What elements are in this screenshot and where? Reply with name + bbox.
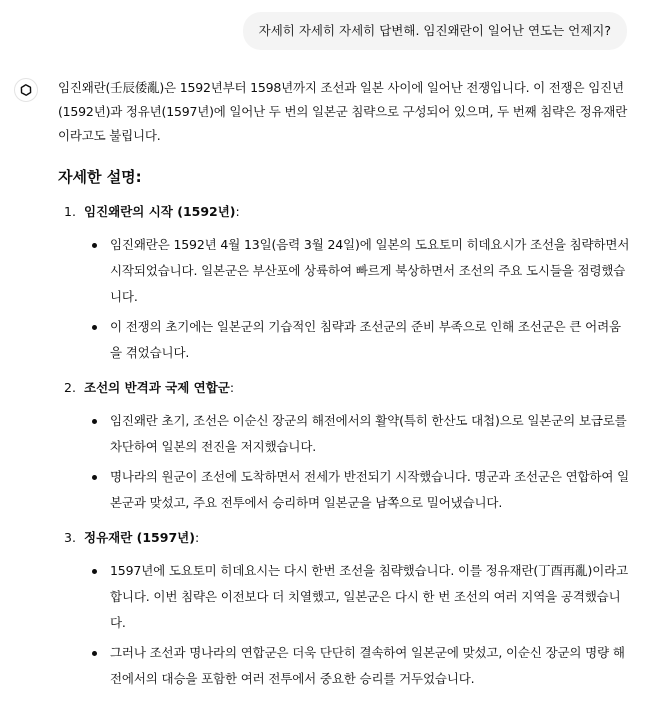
list-item-title-bold: 정유재란 (1597년) [84, 530, 195, 545]
bullet-dot-icon [92, 419, 97, 424]
list-item-title-suffix: : [235, 204, 240, 219]
openai-logo-icon [14, 78, 38, 102]
bullet-dot-icon [92, 569, 97, 574]
bullet-dot-icon [92, 475, 97, 480]
list-item-title-bold: 조선의 반격과 국제 연합군 [84, 380, 230, 395]
bullet-item [84, 640, 630, 692]
bullet-text: 임진왜란은 1592년 4월 13일(음력 3월 24일)에 일본의 도요토미 히데요시가 조선을 침략하면서 시작되었습니다. 일본군은 부산포에 상륙하여 빠르게 북상하면서 조선의 주요 도시들을 점령했습니다. [110, 237, 630, 304]
bullet-item [84, 408, 630, 460]
list-item [58, 526, 630, 692]
bullet-text: 1597년에 도요토미 히데요시는 다시 한번 조선을 침략했습니다. 이를 정유재란(丁酉再亂)이라고 합니다. 이번 침략은 이전보다 더 치열했고, 일본군은 다시 한 번 조선의 여러 지역을 공격했습니다. [110, 563, 629, 630]
user-message-bubble: 자세히 자세히 자세히 답변해. 임진왜란이 일어난 연도는 언제지? [243, 12, 627, 50]
list-item-title [84, 200, 630, 224]
list-item-number: 1. [64, 204, 76, 219]
bullet-item [84, 314, 630, 366]
list-item-number: 2. [64, 380, 76, 395]
bullet-dot-icon [92, 325, 97, 330]
bullet-list [84, 558, 630, 692]
bullet-text: 명나라의 원군이 조선에 도착하면서 전세가 반전되기 시작했습니다. 명군과 조선군은 연합하여 일본군과 맞섰고, 주요 전투에서 승리하며 일본군을 남쪽으로 밀어냈습니다. [110, 469, 630, 510]
list-item-title-bold: 임진왜란의 시작 (1592년) [84, 204, 236, 219]
bullet-dot-icon [92, 243, 97, 248]
bullet-item [84, 232, 630, 310]
bullet-text: 임진왜란 초기, 조선은 이순신 장군의 해전에서의 활약(특히 한산도 대첩)으로 일본군의 보급로를 차단하여 일본의 전진을 저지했습니다. [110, 413, 627, 454]
list-item [58, 376, 630, 516]
section-heading: 자세한 설명: [58, 168, 142, 186]
numbered-list [58, 200, 630, 692]
bullet-text: 이 전쟁의 초기에는 일본군의 기습적인 침략과 조선군의 준비 부족으로 인해 조선군은 큰 어려움을 겪었습니다. [110, 319, 621, 360]
assistant-intro-paragraph: 임진왜란(壬辰倭亂)은 1592년부터 1598년까지 조선과 일본 사이에 일어난 전쟁입니다. 이 전쟁은 임진년(1592년)과 정유년(1597년)에 일어난 두 번의 일본군 침략으로 구성되어 있으며, 두 번째 침략은 정유재란이라고도 불립니다. [58, 80, 628, 143]
bullet-item [84, 558, 630, 636]
list-item-number: 3. [64, 530, 76, 545]
assistant-message-content [58, 76, 630, 702]
list-item-title [84, 376, 630, 400]
bullet-list [84, 408, 630, 516]
bullet-list [84, 232, 630, 366]
list-item-title-suffix: : [229, 380, 235, 395]
bullet-dot-icon [92, 651, 97, 656]
list-item-title [84, 526, 630, 550]
bullet-text: 그러나 조선과 명나라의 연합군은 더욱 단단히 결속하여 일본군에 맞섰고, 이순신 장군의 명량 해전에서의 대승을 포함한 여러 전투에서 중요한 승리를 거두었습니다. [110, 645, 625, 686]
list-item-title-suffix: : [194, 530, 200, 545]
user-message-row [243, 12, 627, 50]
list-item [58, 200, 630, 366]
bullet-item [84, 464, 630, 516]
